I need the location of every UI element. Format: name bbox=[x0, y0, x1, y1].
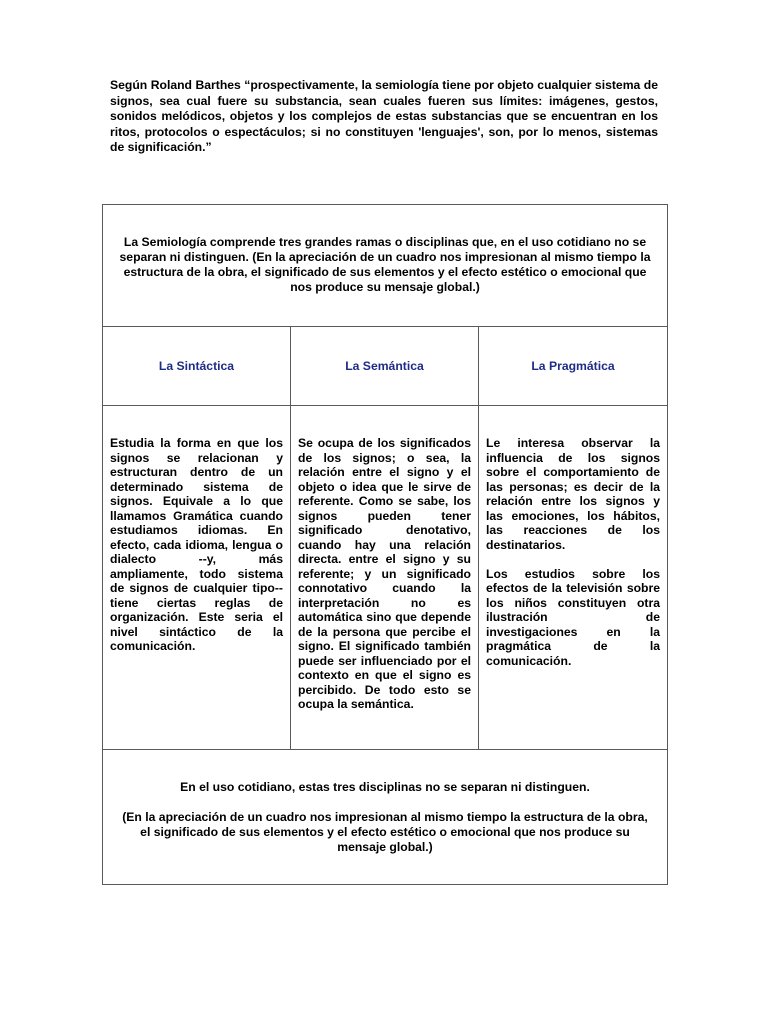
semiology-table bbox=[102, 204, 668, 885]
semantica-description: Se ocupa de los significados de los signos; o sea, la relación entre el signo y el objeto o idea que le sirve de referente. Como se sabe, los signos pueden tener significado denotativo, cuando hay una relación directa. entre el signo y su referente; y un significado connotativo cuando la interpretación no es automática sino que depende de la persona que percibe el signo. El significado también puede ser influenciado por el contexto en que el signo es percibido. De todo esto se ocupa la semántica. bbox=[298, 436, 471, 711]
table-row-headings bbox=[103, 327, 668, 406]
heading-pragmatica: La Pragmática bbox=[479, 327, 668, 406]
cell-pragmatica bbox=[479, 406, 668, 750]
table-row-footer bbox=[103, 750, 668, 885]
sintactica-description: Estudia la forma en que los signos se relacionan y estructuran dentro de un determinado sistema de signos. Equivale a lo que llamamos Gramática cuando estudiamos idiomas. En efecto, cada idioma, lengua o dialecto --y, más ampliamente, todo sistema de signos de cualquier tipo-- tiene ciertas reglas de organización. Este seria el nivel sintáctico de la comunicación. bbox=[110, 436, 283, 653]
footer-cell bbox=[103, 750, 668, 885]
table-row-intro bbox=[103, 205, 668, 327]
intro-cell bbox=[103, 205, 668, 327]
heading-sintactica: La Sintáctica bbox=[103, 327, 291, 406]
intro-paragraph: Según Roland Barthes “prospectivamente, la semiología tiene por objeto cualquier sistema de signos, sea cual fuere su substancia, sean cuales fueren sus límites: imágenes, gestos, sonidos melódicos, objetos y los complejos de estas substancias que se encuentran en los ritos, protocolos o espectáculos; si no constituyen 'lenguajes', son, por lo menos, sistemas de significación.” bbox=[110, 78, 658, 154]
heading-semantica: La Semántica bbox=[291, 327, 479, 406]
pragmatica-description-1: Le interesa observar la influencia de los signos sobre el comportamiento de las personas; es decir de la relación entre los signos y las emociones, los hábitos, las reacciones de los destinatarios. bbox=[486, 436, 661, 552]
cell-semantica bbox=[291, 406, 479, 750]
footer-line-2: (En la apreciación de un cuadro nos impresionan al mismo tiempo la estructura de la obra, el significado de sus elementos y el efecto estético o emocional que nos produce su mensaje global.) bbox=[122, 810, 648, 854]
table-row-descriptions bbox=[103, 406, 668, 750]
pragmatica-description-2: Los estudios sobre los efectos de la televisión sobre los niños constituyen otra ilustración de investigaciones en la pragmática de la comunicación. bbox=[486, 566, 661, 668]
footer-line-1: En el uso cotidiano, estas tres disciplinas no se separan ni distinguen. bbox=[180, 780, 590, 794]
cell-sintactica bbox=[103, 406, 291, 750]
intro-cell-text: La Semiología comprende tres grandes ramas o disciplinas que, en el uso cotidiano no se separan ni distinguen. (En la apreciación de un cuadro nos impresionan al mismo tiempo la estructura de la obra, el significado de sus elementos y el efecto estético o emocional que nos produce su mensaje global.) bbox=[119, 235, 651, 294]
